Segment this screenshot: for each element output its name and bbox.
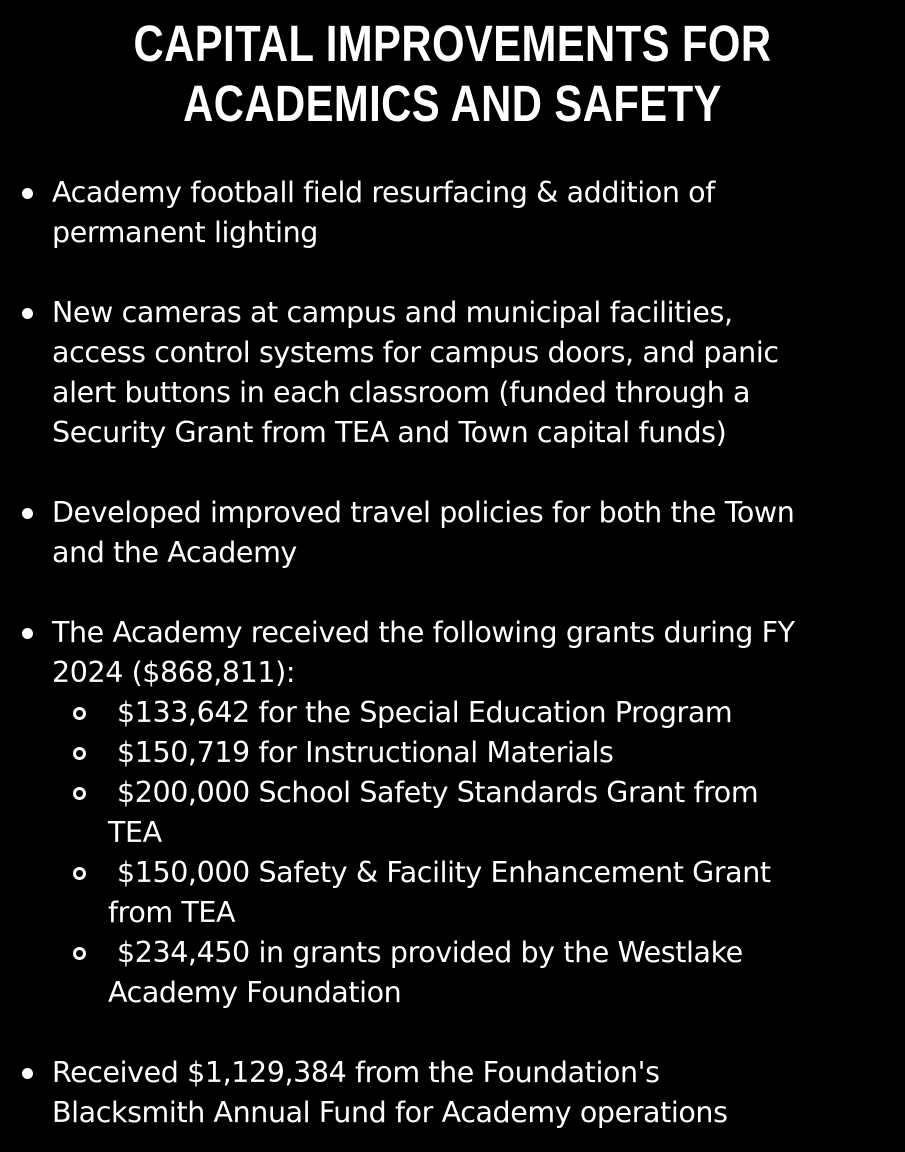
- bullet-ring-icon: [73, 747, 86, 760]
- bullet-dot-icon: [22, 188, 33, 199]
- item-text-line: and the Academy: [52, 536, 297, 569]
- list-item: [0, 1053, 905, 1133]
- sub-item-text-line: $234,450 in grants provided by the Westlake: [117, 936, 743, 969]
- title-line-2: ACADEMICS AND SAFETY: [183, 75, 722, 132]
- item-text-line: access control systems for campus doors, and panic: [52, 336, 779, 369]
- sub-item-text-line: $150,000 Safety & Facility Enhancement Grant: [117, 856, 771, 889]
- list-item: [0, 613, 905, 1013]
- sub-list-item: [52, 853, 905, 933]
- item-text-line: Security Grant from TEA and Town capital funds): [52, 416, 727, 449]
- sub-item-text-line: Academy Foundation: [108, 976, 402, 1009]
- sub-item-text-line: TEA: [108, 816, 162, 849]
- bullet-list: [0, 173, 905, 1133]
- item-text-line: The Academy received the following grants during FY: [52, 616, 795, 649]
- item-text-line: Developed improved travel policies for both the Town: [52, 496, 795, 529]
- item-text-line: 2024 ($868,811):: [52, 656, 296, 689]
- bullet-dot-icon: [22, 308, 33, 319]
- sub-item-text-line: $200,000 School Safety Standards Grant from: [117, 776, 759, 809]
- sub-list-item: [52, 733, 905, 773]
- bullet-ring-icon: [73, 707, 86, 720]
- item-text-line: permanent lighting: [52, 216, 318, 249]
- item-text-line: alert buttons in each classroom (funded through a: [52, 376, 751, 409]
- list-item: [0, 173, 905, 253]
- page-title: [81, 14, 823, 134]
- bullet-ring-icon: [73, 787, 86, 800]
- content-body: [0, 173, 905, 1133]
- sub-list-item: [52, 933, 905, 1013]
- bullet-dot-icon: [22, 628, 33, 639]
- bullet-ring-icon: [73, 947, 86, 960]
- grant-sublist: [52, 693, 905, 1013]
- item-text-line: New cameras at campus and municipal facilities,: [52, 296, 733, 329]
- item-text-line: Blacksmith Annual Fund for Academy operations: [52, 1096, 728, 1129]
- item-text-line: Academy football field resurfacing & addition of: [52, 176, 715, 209]
- bullet-dot-icon: [22, 1068, 33, 1079]
- sub-item-text-line: $150,719 for Instructional Materials: [117, 736, 614, 769]
- sub-list-item: [52, 693, 905, 733]
- list-item: [0, 493, 905, 573]
- sub-item-text-line: $133,642 for the Special Education Program: [117, 696, 733, 729]
- bullet-ring-icon: [73, 867, 86, 880]
- list-item: [0, 293, 905, 453]
- sub-list-item: [52, 773, 905, 853]
- title-line-1: CAPITAL IMPROVEMENTS FOR: [133, 15, 772, 72]
- bullet-dot-icon: [22, 508, 33, 519]
- item-text-line: Received $1,129,384 from the Foundation's: [52, 1056, 660, 1089]
- sub-item-text-line: from TEA: [108, 896, 236, 929]
